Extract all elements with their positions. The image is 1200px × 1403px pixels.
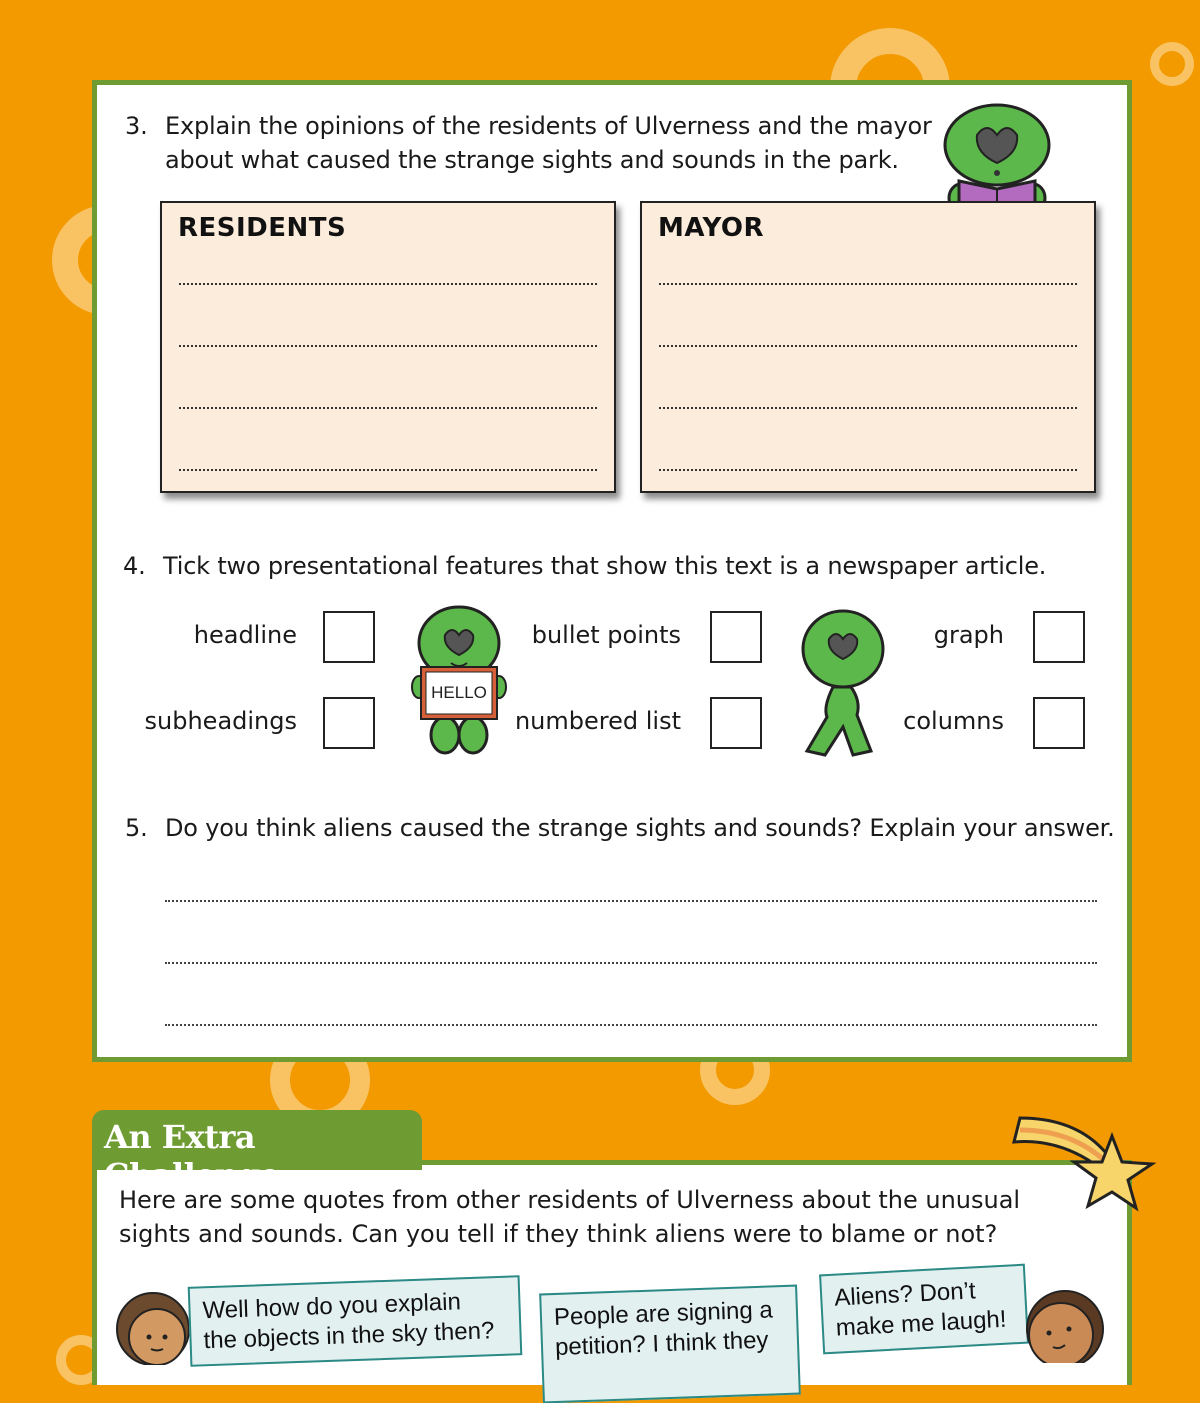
question-text: Tick two presentational features that show this text is a newspaper article. <box>163 552 1047 580</box>
worksheet-panel <box>92 80 1132 1062</box>
quote-bubble <box>539 1285 801 1403</box>
mayor-answer-box[interactable] <box>640 201 1096 493</box>
question-text: about what caused the strange sights and sounds in the park. <box>165 146 899 174</box>
alien-reading-icon <box>939 103 1059 213</box>
question-number: 3. <box>125 112 148 140</box>
checkbox-headline[interactable] <box>323 611 375 663</box>
answer-line[interactable] <box>179 469 597 471</box>
answer-line[interactable] <box>165 962 1097 964</box>
option-label-numbered-list: numbered list <box>514 707 681 735</box>
answer-line[interactable] <box>179 345 597 347</box>
quote-text: petition? I think they <box>554 1326 769 1362</box>
quote-text: Aliens? Don’t <box>833 1277 977 1312</box>
option-label-bullet-points: bullet points <box>531 621 681 649</box>
checkbox-graph[interactable] <box>1033 611 1085 663</box>
quote-bubble <box>188 1275 523 1367</box>
option-label-headline: headline <box>193 621 297 649</box>
answer-line[interactable] <box>659 283 1077 285</box>
answer-line[interactable] <box>659 469 1077 471</box>
checkbox-subheadings[interactable] <box>323 697 375 749</box>
checkbox-numbered-list[interactable] <box>710 697 762 749</box>
hello-sign-text: HELLO <box>431 683 487 702</box>
child-face-icon <box>1019 1283 1109 1363</box>
option-label-columns: columns <box>903 707 1004 735</box>
question-number: 5. <box>125 814 148 842</box>
checkbox-columns[interactable] <box>1033 697 1085 749</box>
quote-text: People are signing a <box>553 1296 774 1332</box>
quote-text: the objects in the sky then? <box>203 1317 495 1355</box>
intro-line: sights and sounds. Can you tell if they think aliens were to blame or not? <box>119 1220 998 1248</box>
quote-text: Well how do you explain <box>202 1288 462 1325</box>
answer-line[interactable] <box>165 1024 1097 1026</box>
question-4 <box>123 549 1046 583</box>
answer-line[interactable] <box>165 900 1097 902</box>
child-face-icon <box>111 1285 191 1365</box>
box-title: MAYOR <box>658 213 765 243</box>
answer-line[interactable] <box>659 345 1077 347</box>
quote-text: make me laugh! <box>835 1305 1008 1342</box>
box-title: RESIDENTS <box>178 213 347 243</box>
decorative-arc <box>1150 42 1194 86</box>
question-number: 4. <box>123 552 146 580</box>
shooting-star-icon <box>1012 1112 1157 1212</box>
answer-line[interactable] <box>659 407 1077 409</box>
option-label-subheadings: subheadings <box>144 707 297 735</box>
challenge-title: An Extra Challenge <box>104 1118 280 1194</box>
residents-answer-box[interactable] <box>160 201 616 493</box>
option-label-graph: graph <box>933 621 1004 649</box>
question-text: Do you think aliens caused the strange sights and sounds? Explain your answer. <box>165 814 1115 842</box>
intro-line: Here are some quotes from other residents of Ulverness about the unusual <box>119 1186 1021 1214</box>
question-text: Explain the opinions of the residents of Ulverness and the mayor <box>165 112 932 140</box>
quote-bubble <box>819 1264 1029 1355</box>
checkbox-bullet-points[interactable] <box>710 611 762 663</box>
question-5 <box>125 811 1115 845</box>
challenge-tab <box>92 1110 422 1194</box>
answer-line[interactable] <box>179 283 597 285</box>
answer-line[interactable] <box>179 407 597 409</box>
question-3 <box>125 109 932 177</box>
